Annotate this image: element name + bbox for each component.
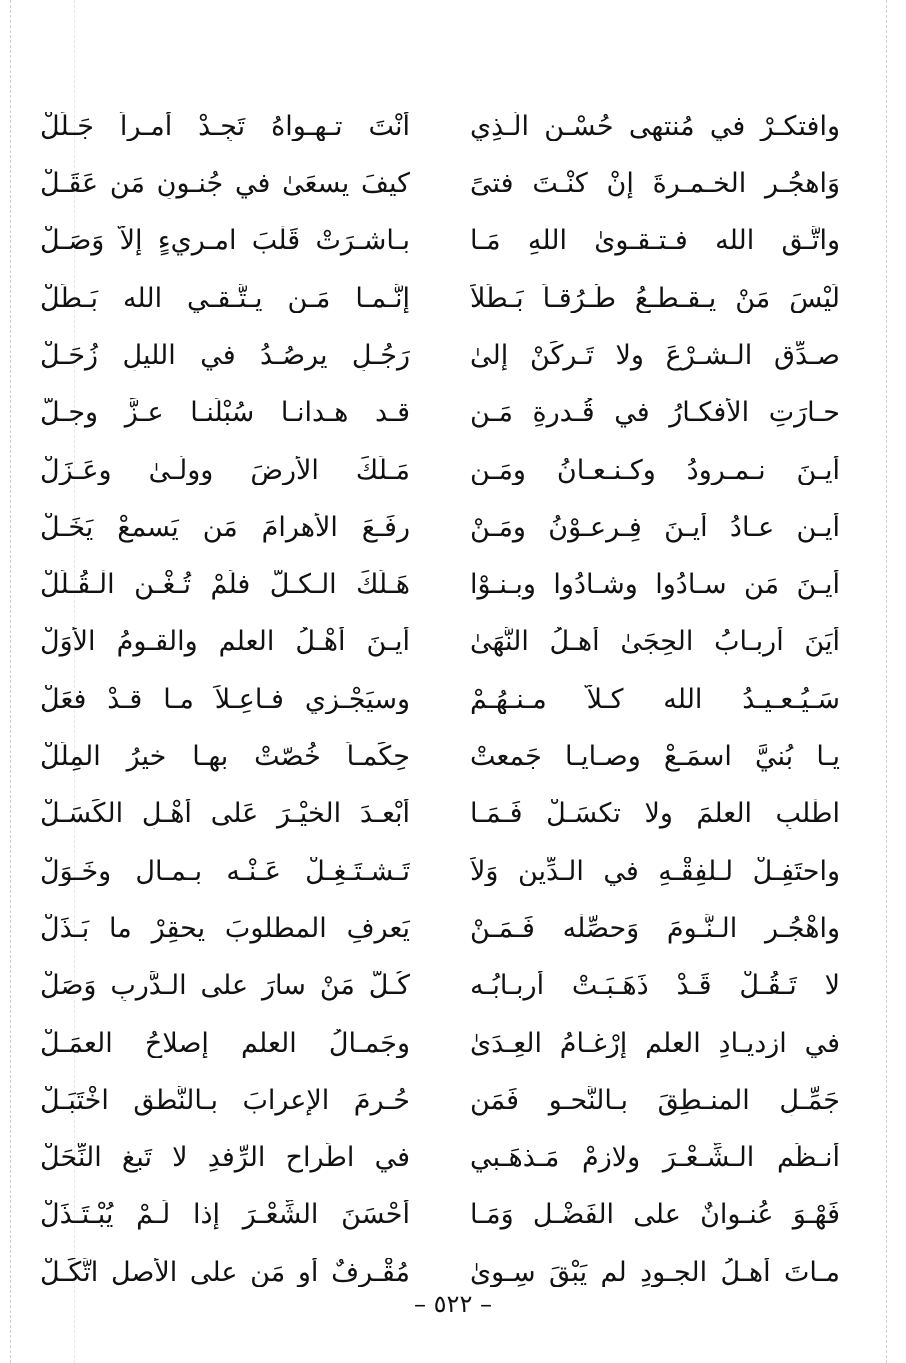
- verse-18-first-hemistich: جَمِّـلِ المنـطِقَ بـالنَّحـوِ فَمَن: [470, 1085, 840, 1116]
- verse-10-second-hemistich: أيـنَ أهْـلُ العلمِ والقـومُ الأُوَلْ: [40, 627, 410, 658]
- verse-6-first-hemistich: حـارَتِ الأفكـارُ في قُـدرةِ مَـن: [470, 398, 840, 428]
- verse-13-second-hemistich: أبْعـدَ الخيْـرَ عَلى أهْـلِ الكَسَـلْ: [40, 799, 410, 830]
- verse-14-second-hemistich: تَـشـتَـغِـلْ عَـنْـه بـمـالٍ وخَـوَلْ: [40, 856, 410, 887]
- verse-17: [40, 1015, 840, 1072]
- verse-5-first-hemistich: صـدِّقِ الـشـرْعَ ولا تَـركَنْ إلىٰ: [470, 340, 840, 371]
- verse-20-second-hemistich: أحْسَنَ الشِّعْـرَ إذا لَـمْ يُبْـتَـذَلْ: [40, 1200, 410, 1231]
- verse-19-second-hemistich: في اطِّراحِ الرِّفدِ لا تَبغِ النِّحَلْ: [40, 1143, 410, 1173]
- verse-5-second-hemistich: رَجُـلٍ يرصُـدُ في الليلِ زُحَـلْ: [40, 340, 410, 371]
- verse-18: [40, 1072, 840, 1129]
- verse-16-second-hemistich: كُـلُّ مَنْ سارَ على الـدَّربِ وَصَلْ: [40, 971, 410, 1001]
- verse-2: [40, 155, 840, 212]
- verse-8-first-hemistich: أيـن عـادُ أيـنَ فِـرعـوْنُ ومَـنْ: [470, 512, 840, 543]
- verse-20-first-hemistich: فَهْـوَ عُنـوانٌ على الفَضْـلِ وَمَـا: [470, 1200, 840, 1231]
- verse-11: [40, 671, 840, 728]
- verse-7-second-hemistich: مَـلَكَ الأرضَ وولّـىٰ وعَـزَلْ: [40, 455, 410, 486]
- verse-13: [40, 786, 840, 843]
- verse-11-first-hemistich: سَـيُـعـيـدُ الله كـلاًّ مـنـهُـمْ: [470, 684, 840, 715]
- verse-8: [40, 499, 840, 556]
- verse-5: [40, 327, 840, 384]
- verse-16: [40, 957, 840, 1014]
- verse-15-first-hemistich: واهْجُـرِ الـنَّـومَ وَحصِّلْه فَـمَـنْ: [470, 913, 840, 944]
- poem-body: [40, 98, 840, 1301]
- verse-17-second-hemistich: وجَمـالُ العلمِ إصلاحُ العمَـلْ: [40, 1028, 410, 1059]
- verse-12-first-hemistich: يـا بُنيَّ اسمَـعْ وصـايـا جَمعتْ: [470, 742, 840, 772]
- verse-17-first-hemistich: في ازديـادِ العلمِ إرْغـامُ العِـدَىٰ: [470, 1028, 840, 1059]
- verse-3: [40, 213, 840, 270]
- verse-6-second-hemistich: قـد هـدانـا سُبْلَنـا عـزَّ وجـلّ: [40, 398, 410, 428]
- verse-18-second-hemistich: حُـرِمَ الإعرابَ بـالنُّطقِ اخْتَبَـلْ: [40, 1085, 410, 1116]
- verse-11-second-hemistich: وسيَجْـزي فـاعِـلاً مـا قـدْ فعَلْ: [40, 684, 410, 715]
- verse-9: [40, 556, 840, 613]
- verse-12: [40, 728, 840, 785]
- verse-10: [40, 614, 840, 671]
- verse-3-first-hemistich: واتَّـقِ الله فـتـقـوىٰ اللهِ مَـا: [470, 226, 840, 257]
- verse-15-second-hemistich: يَعرفِ المطلوبَ يحقِرْ ما بَـذَلْ: [40, 913, 410, 944]
- verse-19: [40, 1129, 840, 1186]
- verse-1-first-hemistich: وافتكـرْ في مُنتهى حُسْـنِ الّـذِي: [470, 111, 840, 142]
- verse-15: [40, 900, 840, 957]
- scan-edge-right: [886, 0, 887, 1363]
- verse-19-first-hemistich: أُنـظُمِ الـشِّـعْـرَ ولازِمْ مَـذهَـبي: [470, 1143, 840, 1173]
- scan-edge-left: [10, 0, 11, 1363]
- verse-8-second-hemistich: رفَـعَ الأهرامَ مَن يَسمعْ يَخَـلْ: [40, 512, 410, 543]
- verse-2-second-hemistich: كيفَ يسعَىٰ في جُنـونٍ مَن عَقَـلْ: [40, 169, 410, 199]
- verse-1: [40, 98, 840, 155]
- verse-12-second-hemistich: حِكَمـاً خُصّتْ بهـا خيرُ المِلَلْ: [40, 742, 410, 772]
- verse-7: [40, 442, 840, 499]
- verse-9-first-hemistich: أيـنَ مَن سـادُوا وشـادُوا وبـنـوْا: [470, 570, 840, 600]
- verse-6: [40, 384, 840, 441]
- verse-21-first-hemistich: مـاتَ أهـلُ الجـودِ لم يَبْقَ سِـوىٰ: [470, 1257, 840, 1288]
- verse-14: [40, 843, 840, 900]
- verse-1-second-hemistich: أنْتَ تـهـواهُ تَجِـدْ أمـراً جَـلَلْ: [40, 111, 410, 142]
- verse-13-first-hemistich: اطْلبِ العلمَ ولا تكسَـلْ فَـمَـا: [470, 799, 840, 830]
- verse-4-first-hemistich: لَيْسَ مَنْ يـقـطـعُ طُـرُقـاً بَـطَلاً: [470, 283, 840, 314]
- page-number: – ٥٢٢ –: [414, 1290, 492, 1318]
- verse-9-second-hemistich: هَـلَكَ الـكـلُّ فلَمْ تُـغْـنِ الْـقُـلَلْ: [40, 570, 410, 600]
- verse-16-first-hemistich: لا تَـقُـلْ قَـدْ ذَهَـبَـتْ أربـابُـه: [470, 971, 840, 1001]
- verse-3-second-hemistich: بـاشـرَتْ قَلْبَ امـرِيءٍ إلاّ وَصَـلْ: [40, 226, 410, 257]
- verse-21-second-hemistich: مُقْـرِفٌ أو مَن على الأصلِ اتَّكَـلْ: [40, 1257, 410, 1288]
- verse-10-first-hemistich: أيَنَ أربـابُ الحِجَىٰ أهـلُ النُّهَىٰ: [470, 627, 840, 658]
- verse-2-first-hemistich: وَاهجُـرِ الخـمـرةَ إنْ كنْـتَ فتىً: [470, 169, 840, 199]
- verse-14-first-hemistich: واحتَفِـلْ لـلفِقْـهِ في الـدِّينِ وَلاَ: [470, 856, 840, 887]
- verse-20: [40, 1187, 840, 1244]
- verse-4: [40, 270, 840, 327]
- verse-7-first-hemistich: أيـنَ نـمـرودُ وكـنـعـانُ ومَـن: [470, 455, 840, 486]
- verse-4-second-hemistich: إنَّـمـا مَـن يـتَّـقـي الله بَـطَلْ: [40, 283, 410, 314]
